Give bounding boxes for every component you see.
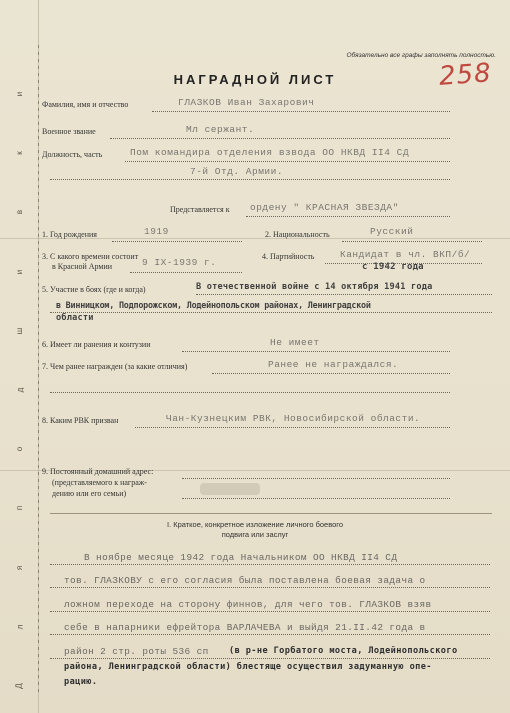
instruction-note: Обязательно все графы заполнять полностью.: [346, 52, 496, 59]
narrative-line: ложном переходе на сторону финнов, для чего тов. ГЛАЗКОВ взяв: [64, 599, 432, 610]
presented-value: ордену " КРАСНАЯ ЗВЕЗДА": [250, 202, 399, 213]
side-letter: ш: [14, 327, 24, 334]
rvk-value: Чан-Кузнецким РВК, Новосибирской области.: [166, 413, 421, 424]
side-letter: и: [15, 91, 24, 97]
party-value: Кандидат в чл. ВКП/б/: [340, 249, 471, 260]
presented-label: Представляется к: [170, 205, 230, 214]
battles-value: В отечественной войне с 14 октября 1941 года: [196, 282, 433, 292]
position-underline-2: [50, 179, 450, 180]
side-letter: д: [14, 387, 24, 393]
side-letter: в: [15, 210, 24, 215]
position-value-2: 7-й Отд. Армии.: [190, 166, 284, 177]
side-letter: л: [14, 624, 24, 630]
side-letter: и: [15, 269, 24, 274]
address-underline-2: [182, 498, 450, 499]
section-divider: [50, 513, 492, 514]
name-value: ГЛАЗКОВ Иван Захарович: [178, 97, 315, 108]
narrative-line: себе в напарники ефрейтора ВАРЛАЧЕВА и выйдя 21.II.42 года в: [64, 622, 426, 633]
position-value: Пом командира отделения взвода ОО НКВД II4 СД: [130, 147, 410, 158]
narrative-line: район 2 стр. роты 536 сп: [64, 646, 209, 657]
name-underline: [152, 111, 450, 112]
side-letter: Д: [14, 683, 24, 689]
cut-line: [38, 45, 39, 695]
nationality-label: 2. Национальность: [265, 230, 330, 239]
birth-underline: [112, 241, 242, 242]
since-underline: [130, 272, 242, 273]
section-title-line-2: подвига или заслуг: [221, 530, 289, 539]
nationality-value: Русский: [370, 226, 414, 237]
position-underline: [125, 161, 450, 162]
birth-value: 1919: [144, 226, 169, 237]
narrative-line: В ноябре месяце 1942 года Начальником ОО НКВД II4 СД: [84, 552, 398, 563]
narrative-underline: [50, 587, 490, 588]
battles-underline-2: [50, 312, 492, 313]
wounds-underline: [182, 351, 450, 352]
awards-underline: [212, 373, 450, 374]
narrative-underline: [50, 564, 490, 565]
battles-value-3: области: [56, 313, 94, 323]
position-label: Должность, часть: [42, 150, 103, 159]
rvk-underline: [135, 427, 450, 428]
binding-margin: [0, 0, 39, 713]
document-title: НАГРАДНОЙ ЛИСТ: [173, 72, 337, 87]
rank-value: Мл сержант.: [186, 124, 255, 135]
presented-underline: [246, 216, 450, 217]
since-value: 9 IX-1939 г.: [142, 257, 217, 268]
binding-label: [12, 90, 28, 690]
side-letter: п: [15, 506, 24, 511]
address-label-2: (представляемого к награж-: [52, 478, 147, 487]
wounds-value: Не имеет: [270, 337, 320, 348]
narrative-underline: [50, 658, 490, 659]
address-underline: [182, 478, 450, 479]
section-title: [0, 520, 510, 540]
awards-value: Ранее не награждался.: [268, 359, 399, 370]
side-letter: я: [15, 565, 24, 570]
narrative-line: района, Ленинградской области) блестяще осуществил задуманную опе-: [64, 662, 432, 672]
narrative-underline: [50, 634, 490, 635]
rank-underline: [110, 138, 450, 139]
since-label-2: в Красной Армии: [52, 262, 113, 271]
birth-label: 1. Год рождения: [42, 230, 97, 239]
party-value-2: с 1942 года: [362, 262, 424, 272]
narrative-line: рацию.: [64, 677, 98, 687]
nationality-underline: [342, 241, 482, 242]
section-title-line-1: I. Краткое, конкретное изложение личного боевого: [166, 520, 344, 529]
narrative-underline: [50, 611, 490, 612]
awards-label: 7. Чем ранее награжден (за какие отличия): [42, 362, 188, 371]
side-letter: о: [14, 446, 24, 452]
battles-label: 5. Участие в боях (где и когда): [42, 285, 146, 294]
address-label-3: дению или его семьи): [52, 489, 127, 498]
party-label: 4. Партийность: [262, 252, 315, 261]
battles-underline: [196, 294, 492, 295]
ink-blur: [200, 483, 260, 495]
since-label: 3. С какого времени состоит: [42, 252, 139, 261]
archive-number: 258: [438, 58, 493, 92]
narrative-insert: (в р-не Горбатого моста, Лодейнопольского: [229, 646, 458, 656]
narrative-line: тов. ГЛАЗКОВУ с его согласия была поставлена боевая задача о: [64, 575, 426, 586]
name-label: Фамилия, имя и отчество: [42, 100, 129, 109]
rank-label: Военное звание: [42, 127, 96, 136]
side-letter: к: [15, 151, 24, 155]
address-label: 9. Постоянный домашний адрес:: [42, 467, 154, 476]
awards-underline-2: [50, 392, 450, 393]
wounds-label: 6. Имеет ли ранения и контузии: [42, 340, 151, 349]
battles-value-2: в Винницком, Подпорожском, Лодейнопольском районах, Ленинградской: [56, 300, 371, 310]
rvk-label: 8. Каким РВК призван: [42, 416, 119, 425]
